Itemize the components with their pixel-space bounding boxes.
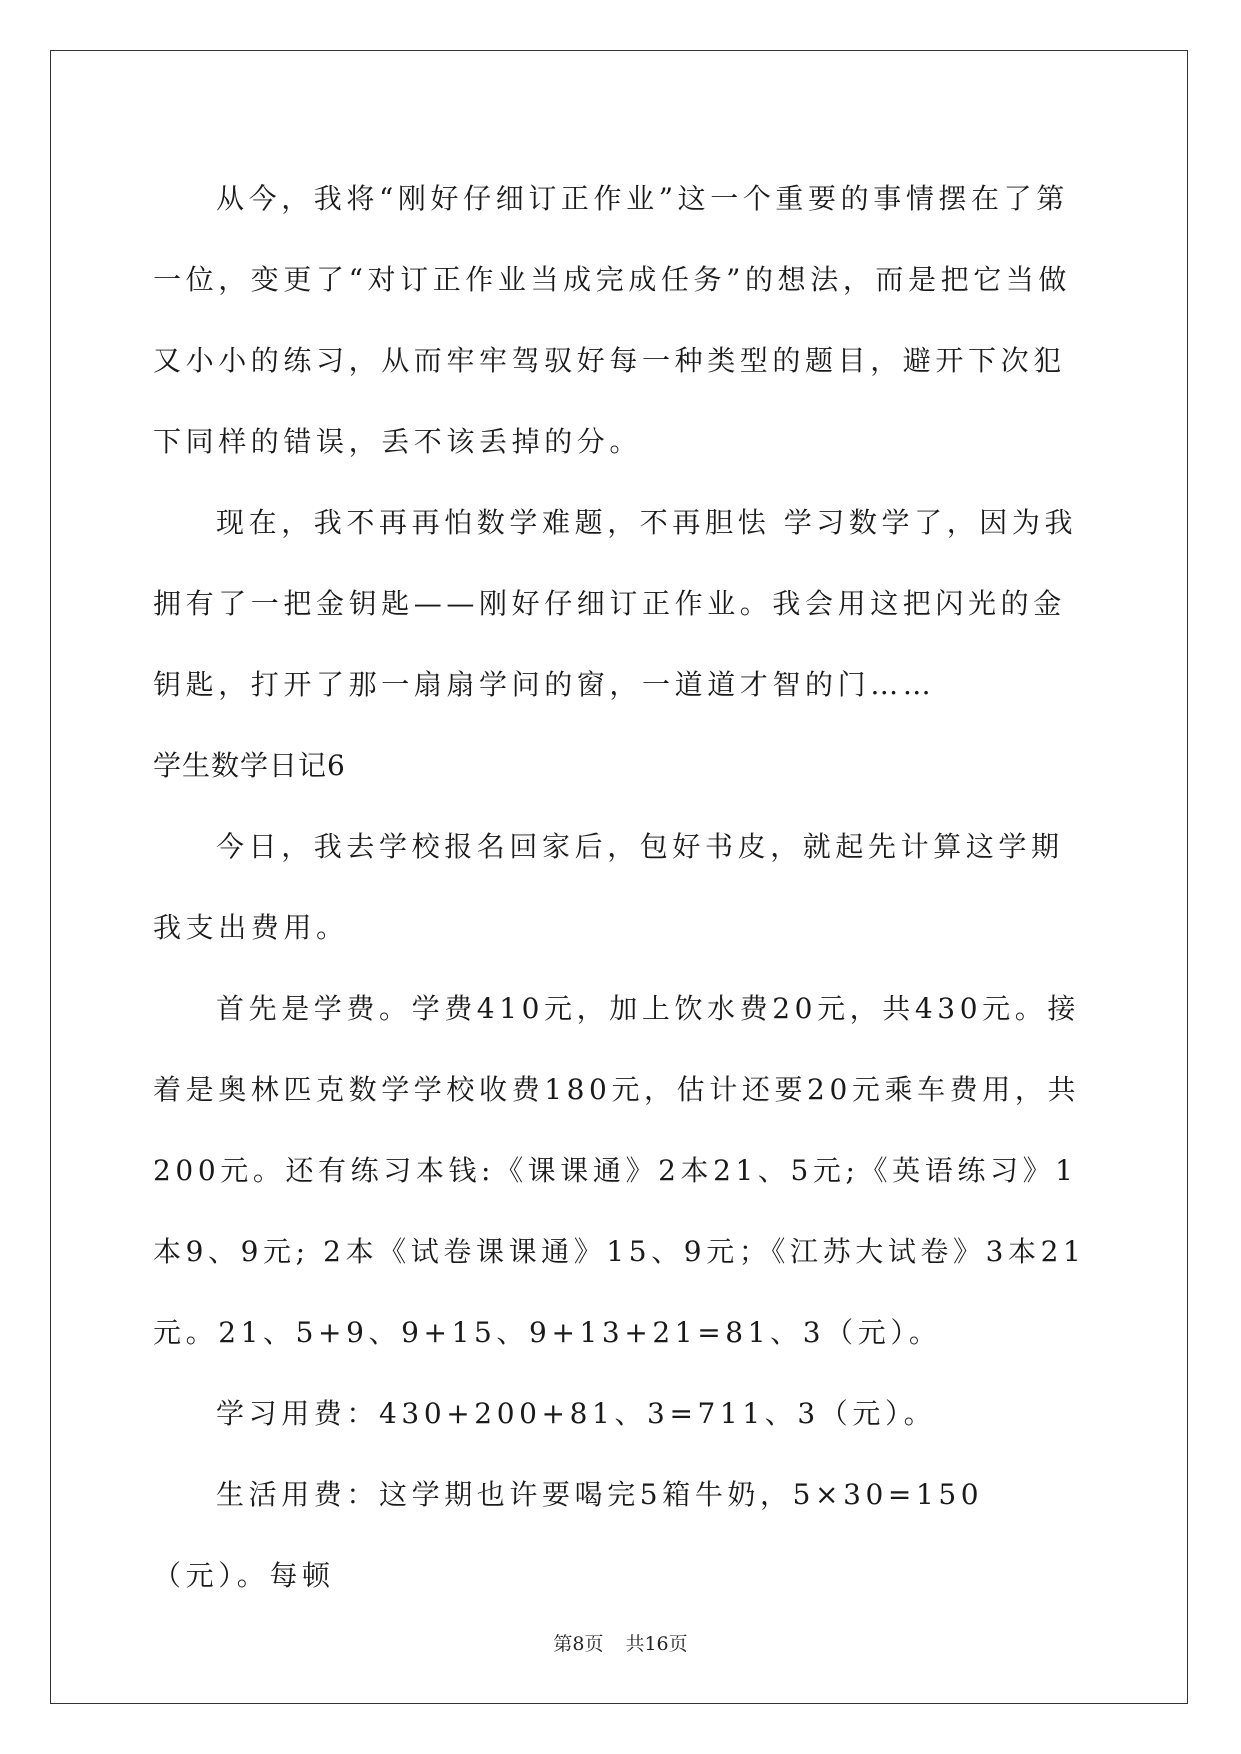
paragraph-6: 生活用费：这学期也许要喝完5箱牛奶，5×30=150（元）。每顿	[153, 1478, 984, 1592]
page-number: 第8页	[553, 1633, 604, 1655]
paragraph-5: 学习用费：430+200+81、3=711、3（元）。	[216, 1397, 937, 1430]
document-body	[153, 158, 1093, 1616]
paragraph-3: 今日，我去学校报名回家后，包好书皮，就起先计算这学期我支出费用。	[153, 830, 1064, 944]
page-total: 共16页	[625, 1633, 688, 1655]
paragraph-4: 首先是学费。学费410元，加上饮水费20元，共430元。接着是奥林匹克数学学校收费180元，估计还要20元乘车费用，共200元。还有练习本钱:《课课通》2本21、5元;《英语练习》1本9、9元; 2本《试卷课课通》15、9元；《江苏大试卷》3本21元。21、5+9、9+15、9+13+21=81、3（元）。	[153, 992, 1086, 1349]
paragraph-2: 现在，我不再再怕数学难题，不再胆怯 学习数学了，因为我拥有了一把金钥匙——刚好仔细订正作业。我会用这把闪光的金钥匙，打开了那一扇扇学问的窗，一道道才智的门……	[153, 506, 1078, 701]
section-heading: 学生数学日记6	[153, 749, 346, 782]
page-footer	[0, 1629, 1241, 1656]
paragraph-1: 从今，我将“刚好仔细订正作业”这一个重要的事情摆在了第一位，变更了“对订正作业当成完成任务”的想法，而是把它当做又小小的练习，从而牢牢驾驭好每一种类型的题目，避开下次犯下同样的错误，丢不该丢掉的分。	[153, 182, 1072, 458]
